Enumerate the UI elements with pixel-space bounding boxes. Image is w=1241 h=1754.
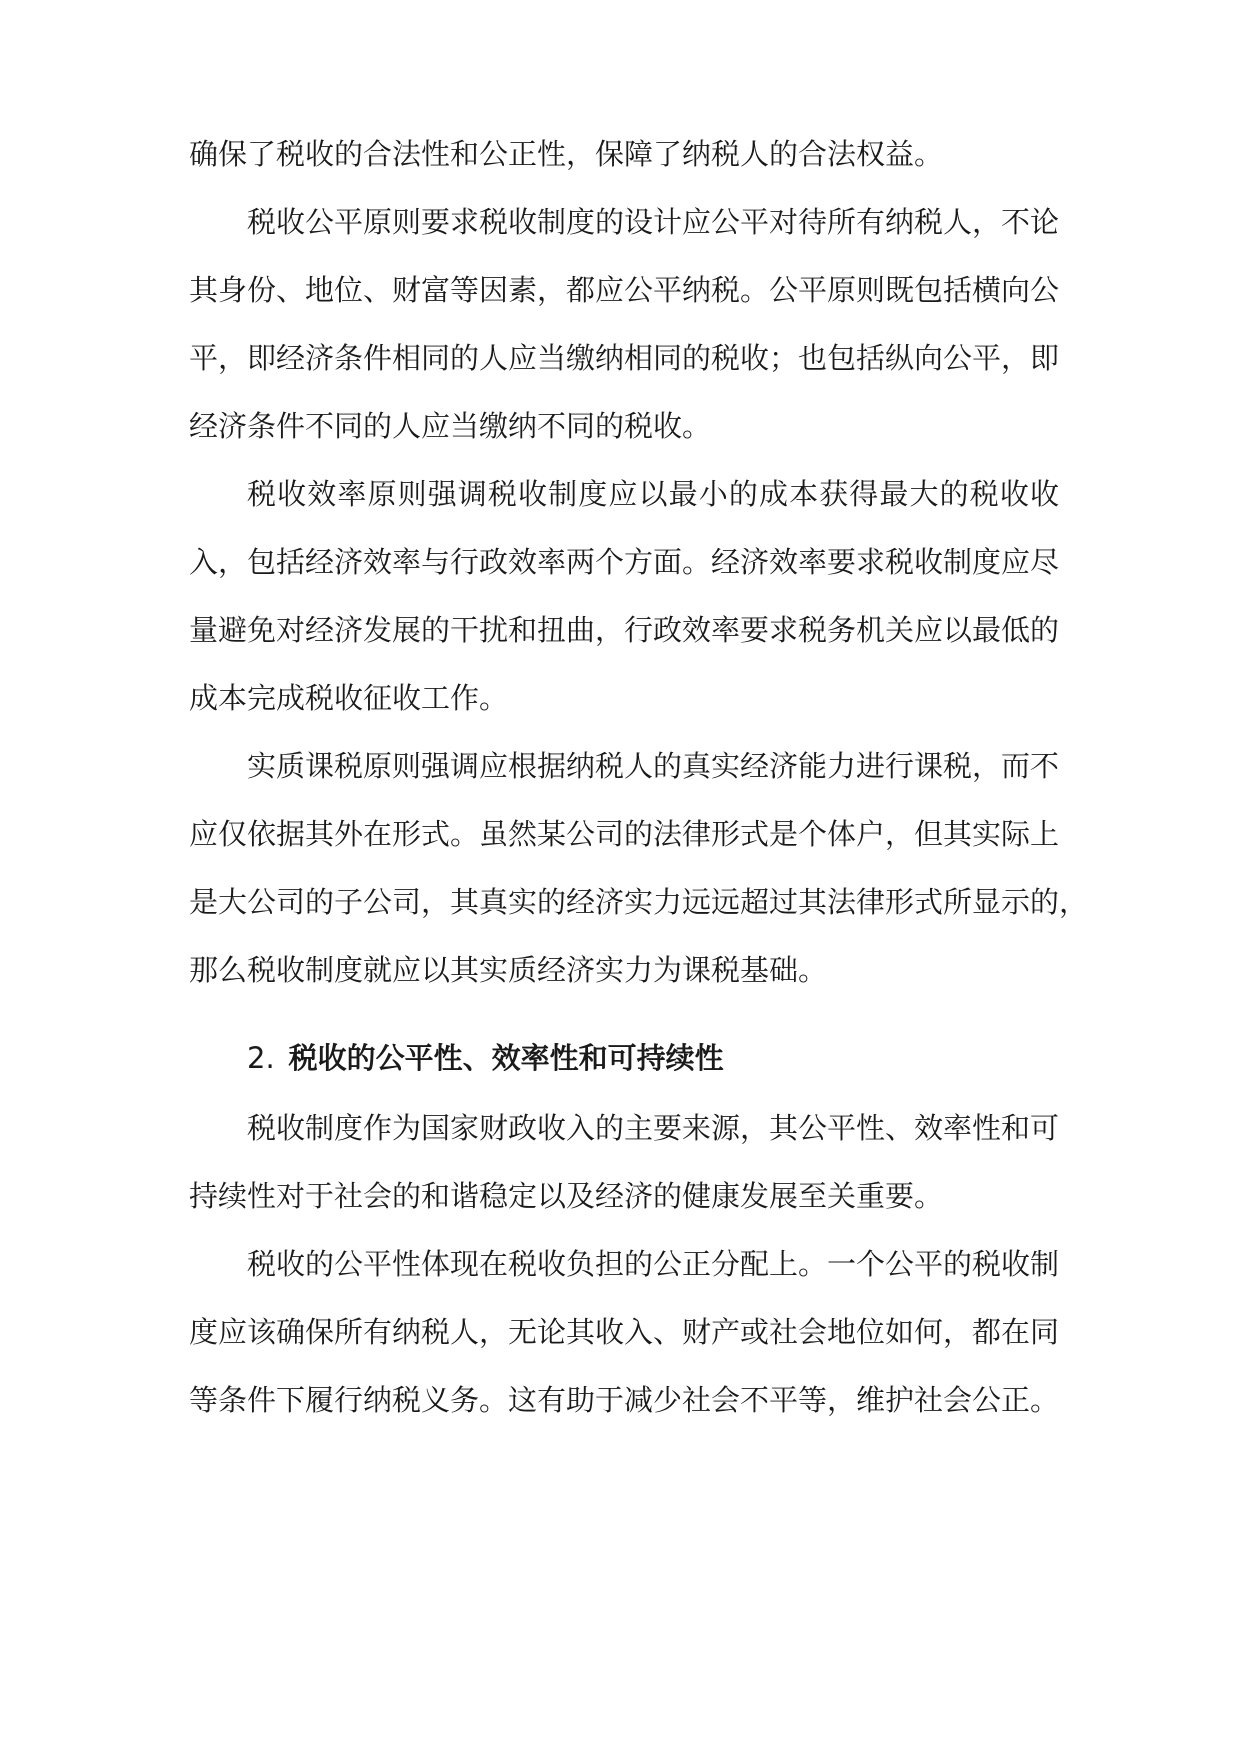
para4-line-4: 那么税收制度就应以其实质经济实力为课税基础。 bbox=[189, 953, 828, 987]
para2-line-2: 其身份、地位、财富等因素，都应公平纳税。公平原则既包括横向公 bbox=[189, 273, 1060, 307]
para4-line-2: 应仅依据其外在形式。虽然某公司的法律形式是个体户，但其实际上 bbox=[189, 817, 1060, 851]
para2-line-4: 经济条件不同的人应当缴纳不同的税收。 bbox=[189, 409, 712, 443]
para3-line-2: 入，包括经济效率与行政效率两个方面。经济效率要求税收制度应尽 bbox=[189, 545, 1060, 579]
para4-line-1: 实质课税原则强调应根据纳税人的真实经济能力进行课税，而不 bbox=[247, 749, 1060, 783]
section-heading bbox=[247, 1038, 724, 1078]
para6-line-1: 税收的公平性体现在税收负担的公正分配上。一个公平的税收制 bbox=[247, 1247, 1060, 1281]
para2-line-3: 平，即经济条件相同的人应当缴纳相同的税收；也包括纵向公平，即 bbox=[189, 341, 1060, 375]
para4-line-3: 是大公司的子公司，其真实的经济实力远远超过其法律形式所显示的， bbox=[189, 885, 1089, 919]
para1-line-1: 确保了税收的合法性和公正性，保障了纳税人的合法权益。 bbox=[189, 137, 944, 171]
para2-line-1: 税收公平原则要求税收制度的设计应公平对待所有纳税人，不论 bbox=[247, 205, 1060, 239]
section-number: 2. bbox=[247, 1041, 275, 1075]
para3-line-3: 量避免对经济发展的干扰和扭曲，行政效率要求税务机关应以最低的 bbox=[189, 613, 1060, 647]
para3-line-1: 税收效率原则强调税收制度应以最小的成本获得最大的税收收 bbox=[247, 477, 1059, 511]
para5-line-1: 税收制度作为国家财政收入的主要来源，其公平性、效率性和可 bbox=[247, 1111, 1060, 1145]
para3-line-4: 成本完成税收征收工作。 bbox=[189, 681, 509, 715]
para6-line-2: 度应该确保所有纳税人，无论其收入、财产或社会地位如何，都在同 bbox=[189, 1315, 1060, 1349]
section-title: 税收的公平性、效率性和可持续性 bbox=[288, 1041, 724, 1075]
para6-line-3: 等条件下履行纳税义务。这有助于减少社会不平等，维护社会公正。 bbox=[189, 1383, 1060, 1417]
para5-line-2: 持续性对于社会的和谐稳定以及经济的健康发展至关重要。 bbox=[189, 1179, 944, 1213]
